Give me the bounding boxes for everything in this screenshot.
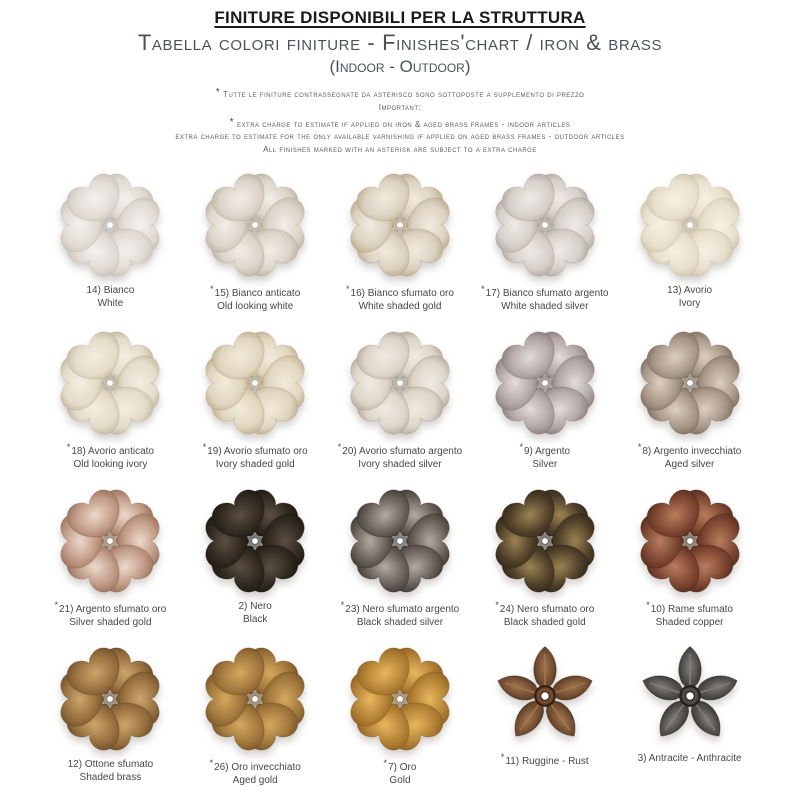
flower-image: [489, 327, 601, 439]
swatch-code: 12): [67, 758, 83, 770]
asterisk-mark: *: [340, 599, 345, 610]
swatch-cell-26: [183, 643, 328, 787]
notes-block: [0, 85, 800, 157]
flower-image: [344, 485, 456, 597]
flower-image: [344, 643, 456, 755]
swatch-name-english: Shaded brass: [79, 771, 142, 783]
swatch-name-english: Shaded copper: [655, 616, 724, 628]
flower-image: [634, 169, 746, 281]
swatch-cell-7: [328, 643, 473, 787]
round-flower-swatch-icon: [489, 485, 601, 597]
swatch-name-italian: Nero: [250, 600, 272, 612]
flower-image: [54, 169, 166, 281]
swatch-label: [638, 752, 742, 765]
swatch-label-line1: [239, 600, 272, 613]
asterisk-mark: *: [54, 599, 58, 610]
swatch-label-line1: [54, 600, 166, 616]
swatch-label: [667, 284, 712, 310]
swatch-cell-19: [183, 327, 328, 471]
swatch-cell-14: [38, 169, 183, 313]
swatch-code: 17): [485, 287, 501, 299]
swatch-cell-15: [183, 169, 328, 313]
swatch-label: [501, 752, 589, 768]
flower-image: [489, 485, 601, 597]
round-flower-swatch-icon: [344, 327, 456, 439]
swatch-cell-18: [38, 327, 183, 471]
asterisk-mark: *: [495, 599, 499, 610]
asterisk-mark: *: [519, 441, 523, 452]
swatch-name-english: Silver: [532, 458, 558, 470]
swatch-label-line1: [501, 752, 589, 768]
swatch-label-line1: [68, 758, 154, 771]
swatch-name-italian: Antracite - Anthracite: [648, 752, 742, 764]
swatch-cell-16: [328, 169, 473, 313]
round-flower-swatch-icon: [199, 485, 311, 597]
swatch-label: [86, 284, 134, 310]
swatch-label: [68, 758, 154, 784]
swatch-grid: [38, 169, 762, 787]
swatch-label-line1: [519, 442, 570, 458]
swatch-name-italian: Ottone sfumato: [84, 758, 154, 770]
swatch-cell-12: [38, 643, 183, 787]
swatch-name-italian: Bianco: [103, 284, 135, 296]
swatch-cell-8: [617, 327, 762, 471]
swatch-code: 19): [207, 445, 222, 457]
flower-image: [344, 327, 456, 439]
swatch-code: 7): [388, 761, 397, 773]
swatch-label-line1: [346, 284, 454, 300]
swatch-label-line1: [384, 758, 417, 774]
swatch-name-english: Black: [242, 613, 268, 625]
swatch-label-line1: [638, 752, 742, 765]
round-flower-swatch-icon: [344, 169, 456, 281]
swatch-label: [495, 600, 594, 629]
swatch-name-english: Old looking white: [217, 300, 294, 312]
swatch-cell-3: [617, 643, 762, 787]
swatch-code: 14): [86, 284, 101, 296]
swatch-cell-11: [472, 643, 617, 787]
asterisk-mark: *: [202, 441, 207, 452]
star-flower-swatch-icon: [492, 643, 598, 749]
swatch-label: [341, 600, 459, 629]
swatch-name-italian: Nero sfumato oro: [517, 603, 595, 615]
note-line-1-text: Tutte le finiture contrassegnate da asterisco sono sottoposte a supplemento di prezzo: [223, 90, 585, 99]
flower-image: [54, 643, 166, 755]
note-line-3-text: extra charge to estimate if applied on iron & aged brass frames - indoor articles: [237, 119, 571, 129]
page-subtitle-secondary: (Indoor - Outdoor): [329, 57, 471, 76]
swatch-code: 20): [342, 445, 357, 457]
swatch-name-english: White shaded silver: [501, 300, 589, 312]
swatch-name-italian: Argento sfumato oro: [75, 603, 167, 615]
swatch-code: 9): [523, 445, 533, 457]
asterisk-mark: *: [210, 283, 214, 294]
swatch-name-italian: Argento: [535, 445, 571, 457]
round-flower-swatch-icon: [199, 169, 311, 281]
swatch-label: [54, 600, 166, 629]
swatch-code: 16): [350, 287, 365, 299]
star-flower-swatch-icon: [637, 643, 743, 749]
swatch-name-italian: Bianco sfumato oro: [367, 287, 454, 299]
swatch-code: 11): [505, 755, 520, 767]
swatch-code: 24): [499, 603, 515, 615]
swatch-code: 2): [238, 600, 248, 612]
swatch-label-line1: [67, 442, 154, 458]
swatch-label-line1: [338, 442, 462, 458]
swatch-label: [384, 758, 417, 787]
swatch-label-line1: [667, 284, 712, 297]
swatch-cell-10: [617, 485, 762, 629]
flower-image: [54, 485, 166, 597]
swatch-name-english: Ivory shaded silver: [358, 458, 442, 470]
asterisk-mark: *: [66, 441, 71, 452]
round-flower-swatch-icon: [54, 643, 166, 755]
round-flower-swatch-icon: [634, 327, 746, 439]
round-flower-swatch-icon: [634, 485, 746, 597]
page-subtitle: Tabella colori finiture - Finishes'chart / iron & brass: [137, 30, 663, 55]
flower-image: [492, 643, 598, 749]
swatch-name-english: Aged gold: [232, 774, 278, 786]
swatch-label: [338, 442, 462, 471]
swatch-label-line1: [495, 600, 594, 616]
round-flower-swatch-icon: [199, 643, 311, 755]
swatch-code: 3): [637, 752, 647, 764]
asterisk-mark: *: [646, 599, 650, 610]
swatch-name-english: Black shaded silver: [356, 616, 444, 628]
swatch-name-italian: Avorio sfumato argento: [358, 445, 463, 457]
flower-image: [54, 327, 166, 439]
swatch-label: [203, 442, 308, 471]
swatch-name-english: Ivory shaded gold: [215, 458, 295, 470]
swatch-code: 18): [71, 445, 86, 457]
flower-image: [637, 643, 743, 749]
swatch-label: [210, 758, 301, 787]
swatch-label-line1: [341, 600, 459, 616]
asterisk-mark: *: [637, 441, 642, 452]
round-flower-swatch-icon: [489, 169, 601, 281]
round-flower-swatch-icon: [634, 169, 746, 281]
swatch-name-italian: Bianco sfumato argento: [502, 287, 609, 299]
swatch-name-english: Ivory: [678, 297, 701, 309]
note-line-5: All finishes marked with an asterisk are subject to a extra charge: [263, 145, 537, 155]
swatch-name-italian: Argento invecchiato: [653, 445, 742, 457]
swatch-name-italian: Oro: [399, 761, 417, 773]
page-title: FINITURE DISPONIBILI PER LA STRUTTURA: [214, 8, 586, 27]
swatch-name-english: Old looking ivory: [73, 458, 148, 470]
round-flower-swatch-icon: [54, 169, 166, 281]
swatch-label-line1: [646, 600, 733, 616]
swatch-name-english: White shaded gold: [358, 300, 442, 312]
round-flower-swatch-icon: [199, 327, 311, 439]
swatch-code: 26): [214, 761, 229, 773]
flower-image: [634, 327, 746, 439]
swatch-code: 10): [650, 603, 666, 615]
round-flower-swatch-icon: [54, 327, 166, 439]
asterisk-mark: *: [346, 283, 350, 294]
swatch-code: 8): [642, 445, 652, 457]
flower-image: [634, 485, 746, 597]
swatch-name-italian: Oro invecchiato: [231, 761, 301, 773]
swatch-label-line1: [638, 442, 742, 458]
flower-image: [344, 169, 456, 281]
swatch-name-italian: Rame sfumato: [667, 603, 733, 615]
flower-image: [489, 169, 601, 281]
round-flower-swatch-icon: [54, 485, 166, 597]
flower-image: [199, 485, 311, 597]
asterisk-mark: *: [500, 751, 505, 762]
swatch-label-line1: [210, 758, 301, 774]
swatch-name-italian: Bianco anticato: [231, 287, 301, 299]
swatch-label: [67, 442, 154, 471]
swatch-label: [210, 284, 300, 313]
asterisk-mark: *: [337, 441, 342, 452]
swatch-label-line1: [481, 284, 608, 300]
round-flower-swatch-icon: [344, 643, 456, 755]
swatch-name-english: White: [97, 297, 124, 309]
swatch-name-english: Aged silver: [664, 458, 715, 470]
note-line-1: [0, 85, 800, 102]
swatch-cell-23: [328, 485, 473, 629]
swatch-name-english: Black shaded gold: [503, 616, 586, 628]
asterisk-mark: *: [383, 757, 388, 768]
note-line-2: Important:: [378, 102, 422, 112]
swatch-name-italian: Avorio anticato: [88, 445, 154, 457]
swatch-name-italian: Avorio sfumato oro: [223, 445, 308, 457]
asterisk-mark: *: [215, 87, 221, 98]
flower-image: [199, 643, 311, 755]
asterisk-mark: *: [209, 757, 214, 768]
swatch-name-english: Silver shaded gold: [69, 616, 152, 628]
flower-image: [199, 327, 311, 439]
flower-image: [199, 169, 311, 281]
swatch-label: [638, 442, 742, 471]
swatch-name-italian: Avorio: [683, 284, 713, 296]
swatch-label: [646, 600, 733, 629]
swatch-cell-21: [38, 485, 183, 629]
asterisk-mark: *: [481, 283, 485, 294]
swatch-label-line1: [210, 284, 300, 300]
note-line-4: extra charge to estimate for the only available varnishing if applied on aged brass frames - outdoor articles: [175, 132, 625, 142]
swatch-label-line1: [86, 284, 134, 297]
swatch-label: [346, 284, 454, 313]
swatch-cell-2: [183, 485, 328, 629]
swatch-name-english: Gold: [389, 774, 411, 786]
swatch-code: 21): [59, 603, 74, 615]
swatch-code: 15): [214, 287, 230, 299]
swatch-cell-24: [472, 485, 617, 629]
swatch-code: 13): [667, 284, 682, 296]
swatch-cell-20: [328, 327, 473, 471]
swatch-label-line1: [203, 442, 308, 458]
swatch-cell-17: [472, 169, 617, 313]
swatch-label: [239, 600, 272, 626]
asterisk-mark: *: [229, 116, 235, 128]
swatch-name-italian: Ruggine - Rust: [521, 755, 589, 767]
note-line-3: [0, 115, 800, 132]
round-flower-swatch-icon: [344, 485, 456, 597]
swatch-code: 23): [345, 603, 360, 615]
swatch-cell-9: [472, 327, 617, 471]
swatch-label: [519, 442, 570, 471]
swatch-cell-13: [617, 169, 762, 313]
round-flower-swatch-icon: [489, 327, 601, 439]
swatch-name-italian: Nero sfumato argento: [362, 603, 460, 615]
swatch-label: [481, 284, 608, 313]
